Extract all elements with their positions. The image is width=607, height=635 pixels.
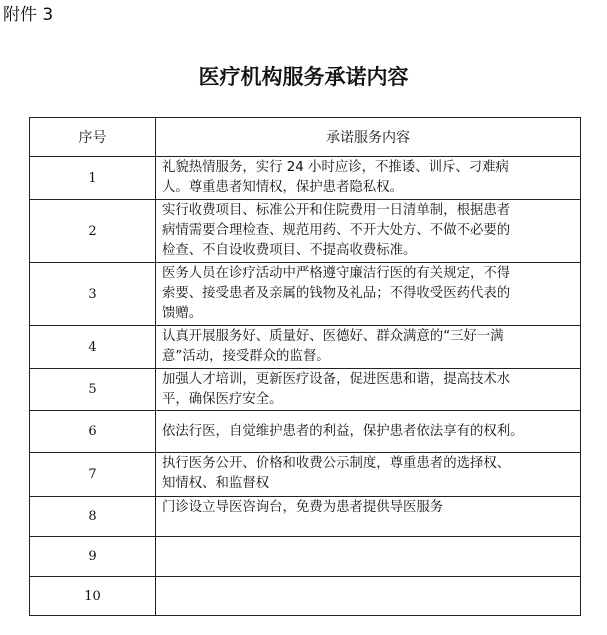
header-number: 序号	[30, 118, 156, 157]
table-row	[30, 537, 581, 577]
table-row	[30, 453, 581, 497]
content-line: 意”活动，接受群众的监督。	[162, 349, 330, 364]
content-line: 医务人员在诊疗活动中严格遵守廉洁行医的有关规定，不得	[162, 266, 511, 281]
content-line: 加强人才培训，更新医疗设备，促进医患和谐，提高技术水	[162, 372, 511, 387]
table-row	[30, 497, 581, 537]
row-content	[156, 411, 581, 453]
row-content	[156, 369, 581, 411]
row-content	[156, 157, 581, 200]
row-number: 1	[30, 157, 156, 200]
table-row	[30, 200, 581, 263]
table-row	[30, 326, 581, 369]
content-line: 人。尊重患者知情权，保护患者隐私权。	[162, 180, 404, 195]
table-row	[30, 577, 581, 616]
row-content	[156, 453, 581, 497]
content-line: 知情权、和监督权	[162, 476, 270, 491]
row-number: 3	[30, 263, 156, 326]
commitments-table	[29, 117, 581, 616]
table-row	[30, 369, 581, 411]
content-line: 索要、接受患者及亲属的钱物及礼品；不得收受医药代表的	[162, 286, 511, 301]
row-content	[156, 537, 581, 577]
row-number: 9	[30, 537, 156, 577]
table-header-row	[30, 118, 581, 157]
row-number: 6	[30, 411, 156, 453]
table-row	[30, 411, 581, 453]
content-line: 病情需要合理检查、规范用药、不开大处方、不做不必要的	[162, 223, 511, 238]
content-line: 礼貌热情服务，实行 24 小时应诊，不推诿、训斥、刁难病	[162, 160, 509, 175]
content-line: 实行收费项目、标准公开和住院费用一日清单制，根据患者	[162, 203, 511, 218]
content-line: 执行医务公开、价格和收费公示制度，尊重患者的选择权、	[162, 456, 511, 471]
row-number: 7	[30, 453, 156, 497]
row-number: 10	[30, 577, 156, 616]
content-line: 依法行医，自觉维护患者的利益，保护患者依法享有的权利。	[162, 424, 524, 439]
row-content	[156, 200, 581, 263]
row-content	[156, 577, 581, 616]
row-content	[156, 326, 581, 369]
row-content	[156, 497, 581, 537]
header-content: 承诺服务内容	[156, 118, 581, 157]
document-title: 医疗机构服务承诺内容	[198, 65, 409, 89]
row-content	[156, 263, 581, 326]
row-number: 2	[30, 200, 156, 263]
attachment-label: 附件 3	[3, 5, 54, 25]
content-line: 馈赠。	[162, 306, 203, 321]
row-number: 8	[30, 497, 156, 537]
row-number: 5	[30, 369, 156, 411]
content-line: 认真开展服务好、质量好、医德好、群众满意的“三好一满	[162, 329, 504, 344]
content-line: 平，确保医疗安全。	[162, 392, 283, 407]
row-number: 4	[30, 326, 156, 369]
content-line: 门诊设立导医咨询台，免费为患者提供导医服务	[162, 500, 444, 515]
table-row	[30, 263, 581, 326]
table-row	[30, 157, 581, 200]
content-line: 检查、不自设收费项目、不提高收费标准。	[162, 243, 417, 258]
